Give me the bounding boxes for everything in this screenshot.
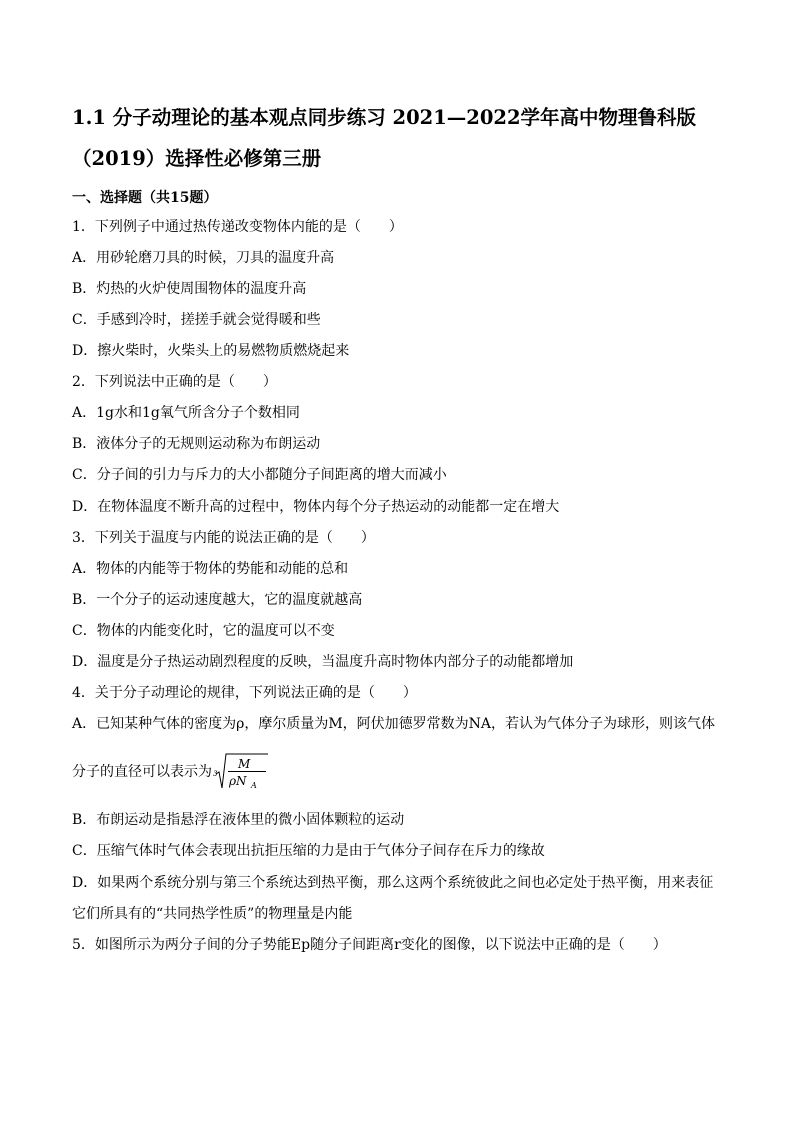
question-2-stem: 2．下列说法中正确的是（ ） xyxy=(72,374,277,390)
question-3-stem: 3．下列关于温度与内能的说法正确的是（ ） xyxy=(72,530,375,546)
question-1-stem: 1．下列例子中通过热传递改变物体内能的是（ ） xyxy=(72,219,403,235)
page-title-line1: 1.1 分子动理论的基本观点同步练习 2021—2022学年高中物理鲁科版 xyxy=(72,106,697,129)
question-1-option-d: D．擦火柴时，火柴头上的易燃物质燃烧起来 xyxy=(72,343,350,359)
formula-numerator: M xyxy=(238,757,251,771)
question-3-option-b: B．一个分子的运动速度越大，它的温度就越高 xyxy=(72,592,363,608)
question-4-stem: 4．关于分子动理论的规律，下列说法正确的是（ ） xyxy=(72,685,417,701)
question-4-option-d-line2: 它们所具有的“共同热学性质”的物理量是内能 xyxy=(72,906,353,922)
question-2-option-c: C．分子间的引力与斥力的大小都随分子间距离的增大而减小 xyxy=(72,467,447,483)
question-4-option-b: B．布朗运动是指悬浮在液体里的微小固体颗粒的运动 xyxy=(72,812,405,828)
question-3-option-d: D．温度是分子热运动剧烈程度的反映，当温度升高时物体内部分子的动能都增加 xyxy=(72,654,574,670)
formula-denominator: ρN xyxy=(229,774,247,788)
formula-subscript: A xyxy=(251,781,257,790)
question-4-option-a-line2: 分子的直径可以表示为 xyxy=(72,764,212,780)
question-3-option-c: C．物体的内能变化时，它的温度可以不变 xyxy=(72,623,335,639)
question-1-option-b: B．灼热的火炉使周围物体的温度升高 xyxy=(72,281,307,297)
question-4-option-c: C．压缩气体时气体会表现出抗拒压缩的力是由于气体分子间存在斥力的缘故 xyxy=(72,843,545,859)
question-2-option-b: B．液体分子的无规则运动称为布朗运动 xyxy=(72,436,321,452)
question-1-option-a: A．用砂轮磨刀具的时候，刀具的温度升高 xyxy=(72,250,335,266)
formula-root-index: 3 xyxy=(213,770,218,778)
section-heading: 一、选择题（共15题） xyxy=(72,190,218,206)
question-4-option-d-line1: D．如果两个系统分别与第三个系统达到热平衡，那么这两个系统彼此之间也必定处于热平衡，用来表征 xyxy=(72,875,714,891)
page-title-line2: （2019）选择性必修第三册 xyxy=(72,147,322,170)
cube-root-formula xyxy=(212,752,272,792)
question-1-option-c: C．手感到冷时，搓搓手就会觉得暖和些 xyxy=(72,312,321,328)
question-3-option-a: A．物体的内能等于物体的势能和动能的总和 xyxy=(72,561,349,577)
question-5-stem: 5．如图所示为两分子间的分子势能Ep随分子间距离r变化的图像，以下说法中正确的是（ ） xyxy=(72,937,667,953)
question-4-option-a-line1: A．已知某种气体的密度为ρ，摩尔质量为M，阿伏加德罗常数为NA，若认为气体分子为球形，则该气体 xyxy=(72,716,716,732)
question-2-option-d: D．在物体温度不断升高的过程中，物体内每个分子热运动的动能都一定在增大 xyxy=(72,499,560,515)
question-2-option-a: A．1g水和1g氧气所含分子个数相同 xyxy=(72,405,300,421)
